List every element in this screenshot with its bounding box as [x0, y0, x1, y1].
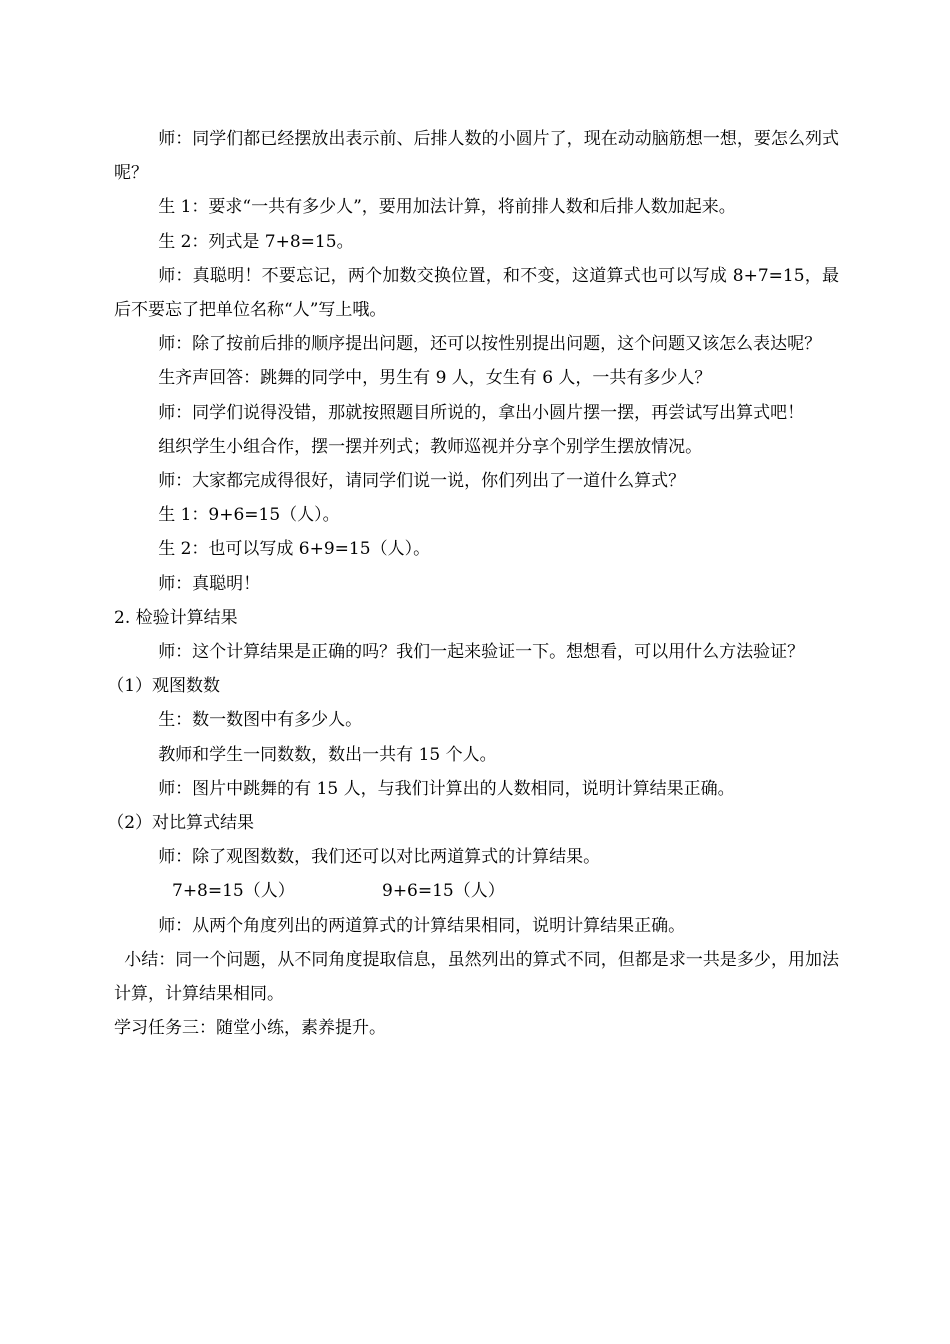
paragraph: 生 1：9+6=15（人）。 — [158, 505, 340, 526]
summary-paragraph: 小结：同一个问题，从不同角度提取信息，虽然列出的算式不同，但都是求一共是多少，用加法计算，计算结果相同。 — [114, 949, 839, 1005]
paragraph: 生齐声回答：跳舞的同学中，男生有 9 人，女生有 6 人，一共有多少人？ — [158, 368, 712, 389]
paragraph: 师：大家都完成得很好，请同学们说一说，你们列出了一道什么算式？ — [158, 471, 686, 492]
document-body — [107, 122, 839, 1045]
section-heading: 2. 检验计算结果 — [114, 607, 238, 628]
paragraph: 师：真聪明！不要忘记，两个加数交换位置，和不变，这道算式也可以写成 8+7=15，最后不要忘了把单位名称“人”写上哦。 — [114, 265, 839, 321]
subsection-heading: （1）观图数数 — [107, 676, 221, 697]
paragraph: 生 2：也可以写成 6+9=15（人）。 — [158, 539, 431, 560]
formula: 9+6=15（人） — [382, 881, 505, 902]
paragraph: 组织学生小组合作，摆一摆并列式；教师巡视并分享个别学生摆放情况。 — [158, 436, 703, 457]
paragraph: 教师和学生一同数数，数出一共有 15 个人。 — [158, 744, 497, 765]
formula: 7+8=15（人） — [172, 881, 295, 902]
section-heading: 学习任务三：随堂小练，素养提升。 — [114, 1018, 386, 1039]
paragraph: 师：从两个角度列出的两道算式的计算结果相同，说明计算结果正确。 — [158, 915, 686, 936]
paragraph: 师：同学们说得没错，那就按照题目所说的，拿出小圆片摆一摆，再尝试写出算式吧！ — [158, 402, 805, 423]
paragraph: 生：数一数图中有多少人。 — [158, 710, 363, 731]
paragraph: 师：真聪明！ — [158, 573, 261, 594]
paragraph: 生 1：要求“一共有多少人”，要用加法计算，将前排人数和后排人数加起来。 — [158, 197, 736, 218]
paragraph: 师：除了按前后排的顺序提出问题，还可以按性别提出问题，这个问题又该怎么表达呢？ — [158, 334, 822, 355]
paragraph: 生 2：列式是 7+8=15。 — [158, 231, 354, 252]
paragraph: 师：除了观图数数，我们还可以对比两道算式的计算结果。 — [158, 847, 601, 868]
paragraph: 师：这个计算结果是正确的吗？我们一起来验证一下。想想看，可以用什么方法验证？ — [158, 642, 805, 663]
subsection-heading: （2）对比算式结果 — [107, 813, 255, 834]
paragraph: 师：图片中跳舞的有 15 人，与我们计算出的人数相同，说明计算结果正确。 — [158, 778, 735, 799]
formula-row — [114, 874, 839, 908]
paragraph: 师：同学们都已经摆放出表示前、后排人数的小圆片了，现在动动脑筋想一想，要怎么列式呢？ — [114, 129, 839, 184]
